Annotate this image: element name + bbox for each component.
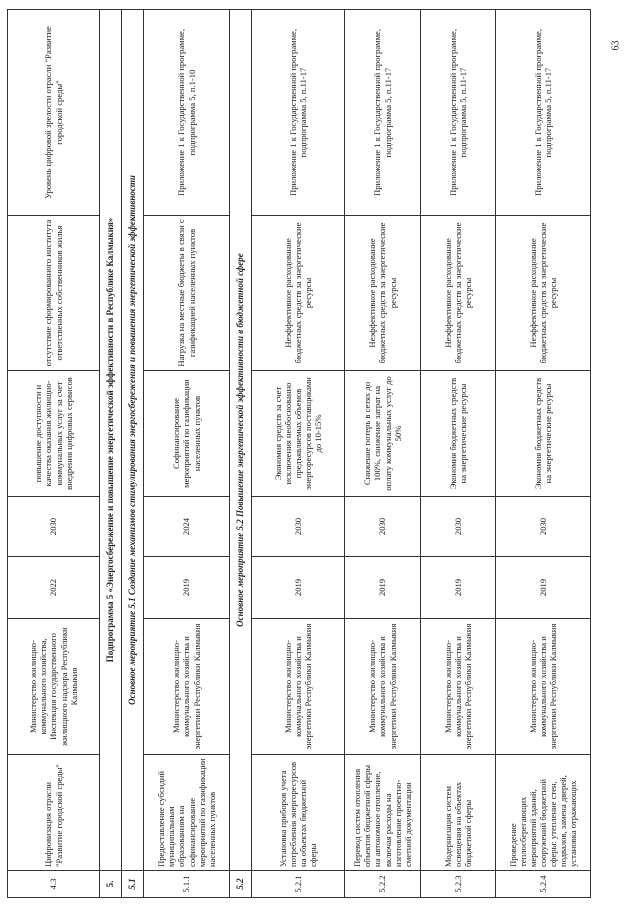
row-number-cell: 5.1 (122, 871, 144, 898)
executor-cell: Министерство жилищно-коммунального хозяйства и энергетики Республики Калмыкия (144, 619, 230, 755)
start-year-cell: 2019 (144, 557, 230, 619)
start-year-cell: 2019 (421, 557, 496, 619)
page-number: 63 (610, 40, 622, 51)
activity-name-cell: Цифровизация отрасли "Развитие городской среды" (8, 755, 100, 871)
start-year-cell: 2019 (496, 557, 591, 619)
expected-result-cell: Снижение потерь в сетях до 100%, снижение затрат на оплату коммунальных услуг до 50% (345, 371, 421, 497)
row-number-cell: 5.2.1 (252, 871, 345, 898)
subprogram-title: Подпрограмма 5 «Энергосбережение и повышение энергетической эффективности в Республике Калмыкия» (100, 10, 122, 871)
executor-cell: Министерство жилищно-коммунального хозяйства и энергетики Республики Калмыкия (252, 619, 345, 755)
table-row (252, 10, 345, 898)
table-row (345, 10, 421, 898)
row-number-cell: 5.2.2 (345, 871, 421, 898)
end-year-cell: 2030 (8, 497, 100, 557)
expected-result-cell: Экономия бюджетных средств на энергетические ресурсы (421, 371, 496, 497)
consequence-cell: Неэффективное расходование бюджетных средств за энергетические ресурсы (496, 216, 591, 371)
main-activity-row (230, 10, 252, 898)
activity-name-cell: Проведение теплосберегающих мероприятий зданий, сооружений бюджетной сферы: утепление стен, подвалов, замена дверей, установка отражающих (496, 755, 591, 871)
indicator-link-cell: Приложение 1 к Государственной программе, подпрограмма 5, п.1-10 (144, 10, 230, 216)
end-year-cell: 2030 (496, 497, 591, 557)
table-row (421, 10, 496, 898)
main-activity-title: Основное мероприятие 5.1 Создание механизмов стимулирования энергосбережения и повышения энергетической эффективности (122, 10, 144, 871)
executor-cell: Министерство жилищно-коммунального хозяйства и энергетики Республики Калмыкия (345, 619, 421, 755)
start-year-cell: 2019 (252, 557, 345, 619)
start-year-cell: 2019 (345, 557, 421, 619)
row-number-cell: 5. (100, 871, 122, 898)
indicator-link-cell: Приложение 1 к Государственной программе, подпрограмма 5, п.11-17 (345, 10, 421, 216)
expected-result-cell: Экономия средств за счет исключения необоснованно предъявляемых объемов энергоресурсов поставщиками до 10-15% (252, 371, 345, 497)
table-row (144, 10, 230, 898)
activity-name-cell: Перевод систем отопления объектов бюджетной сферы на автономное отопление, включая расходы на изготовление проектно-сметной документации (345, 755, 421, 871)
table-row (8, 10, 100, 898)
expected-result-cell: Экономия бюджетных средств на энергетические ресурсы (496, 371, 591, 497)
subprogram-row (100, 10, 122, 898)
main-activity-title: Основное мероприятие 5.2 Повышение энергетической эффективности в бюджетной сфере (230, 10, 252, 871)
indicator-link-cell: Приложение 1 к Государственной программе, подпрограмма 5, п.11-17 (421, 10, 496, 216)
row-number-cell: 5.2 (230, 871, 252, 898)
start-year-cell: 2022 (8, 557, 100, 619)
consequence-cell: отсутствие сформированного института ответственных собственников жилья (8, 216, 100, 371)
executor-cell: Министерство жилищно-коммунального хозяйства и энергетики Республики Калмыкия (421, 619, 496, 755)
table-row (496, 10, 591, 898)
program-table (7, 9, 591, 898)
activity-name-cell: Установка приборов учета потребления энергоресурсов на объектах бюджетной сферы (252, 755, 345, 871)
activity-name-cell: Предоставление субсидий муниципальным образованиям на софинансирование мероприятий по газификации населенных пунктов (144, 755, 230, 871)
consequence-cell: Нагрузка на местные бюджеты в связи с газификацией населенных пунктов (144, 216, 230, 371)
consequence-cell: Неэффективное расходование бюджетных средств за энергетические ресурсы (345, 216, 421, 371)
consequence-cell: Неэффективное расходование бюджетных средств за энергетические ресурсы (252, 216, 345, 371)
end-year-cell: 2024 (144, 497, 230, 557)
end-year-cell: 2030 (252, 497, 345, 557)
indicator-link-cell: Уровень цифровой зрелости отрасли "Развитие городской среды" (8, 10, 100, 216)
end-year-cell: 2030 (345, 497, 421, 557)
indicator-link-cell: Приложение 1 к Государственной программе, подпрограмма 5, п.11-17 (252, 10, 345, 216)
row-number-cell: 5.1.1 (144, 871, 230, 898)
row-number-cell: 5.2.3 (421, 871, 496, 898)
executor-cell: Министерство жилищно-коммунального хозяйства, Инспекция государственного жилищного надзора Республики Калмыкия (8, 619, 100, 755)
main-activity-row (122, 10, 144, 898)
row-number-cell: 5.2.4 (496, 871, 591, 898)
consequence-cell: Неэффективное расходование бюджетных средств за энергетические ресурсы (421, 216, 496, 371)
end-year-cell: 2030 (421, 497, 496, 557)
row-number-cell: 4.3 (8, 871, 100, 898)
expected-result-cell: повышение доступности и качества оказания жилищно-коммунальных услуг за счет внедрения цифровых сервисов (8, 371, 100, 497)
rotated-page (7, 10, 590, 898)
executor-cell: Министерство жилищно-коммунального хозяйства и энергетики Республики Калмыкия (496, 619, 591, 755)
indicator-link-cell: Приложение 1 к Государственной программе, подпрограмма 5, п.11-17 (496, 10, 591, 216)
expected-result-cell: Софинансирование мероприятий по газификации населенных пунктов (144, 371, 230, 497)
activity-name-cell: Модернизация систем освещения на объектах бюджетной сферы (421, 755, 496, 871)
